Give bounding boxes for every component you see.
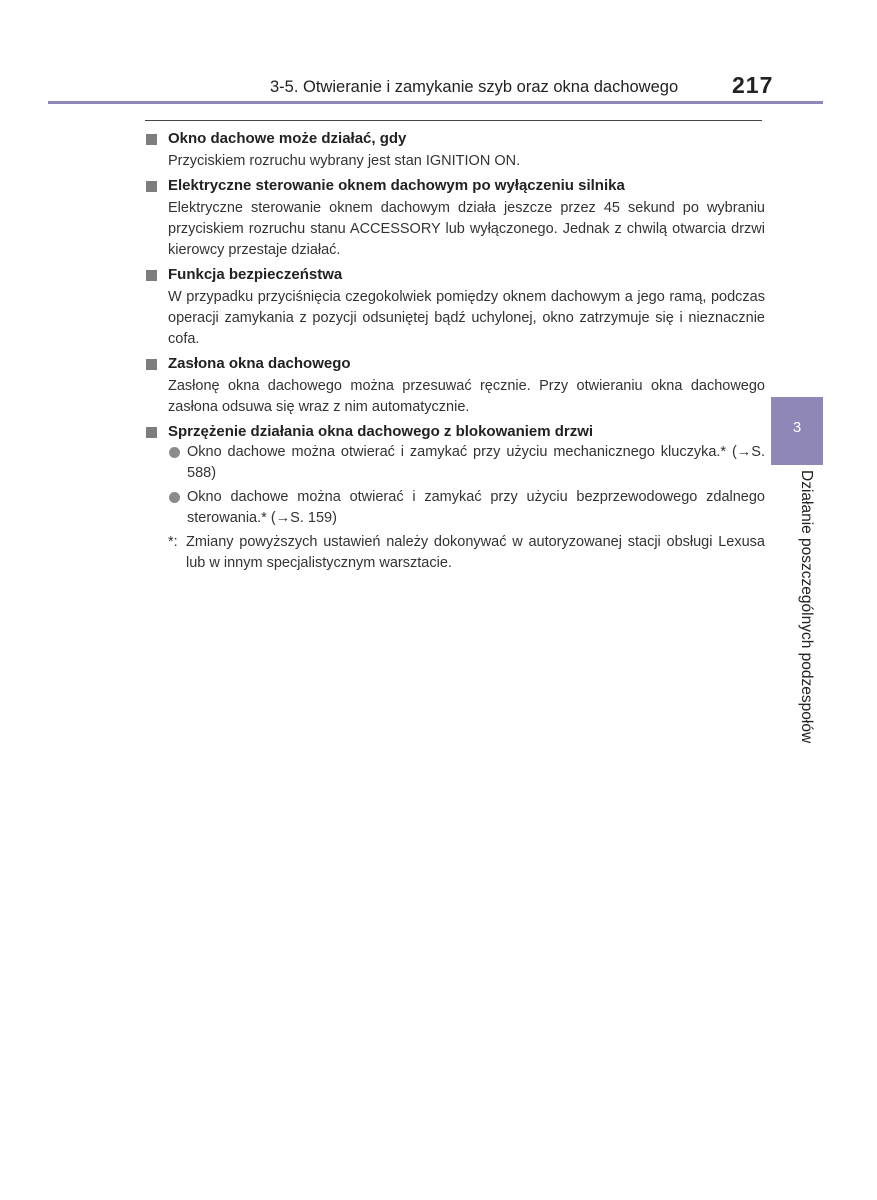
square-bullet-icon <box>146 270 157 281</box>
section-heading: Funkcja bezpieczeństwa <box>145 264 765 285</box>
square-bullet-icon <box>146 181 157 192</box>
footnote: *: Zmiany powyższych ustawień należy dokonywać w autoryzowanej stacji obsługi Lexusa lub w innym specjalistycznym warsztacie. <box>168 534 765 571</box>
square-bullet-icon <box>146 134 157 145</box>
chapter-title: Działanie poszczególnych podzespołów <box>798 470 815 744</box>
round-bullet-icon <box>169 492 180 503</box>
chapter-tab <box>771 397 823 465</box>
section-text: Zasłonę okna dachowego można przesuwać ręcznie. Przy otwieraniu okna dachowego zasłona odsuwa się wraz z nim automatycznie. <box>168 378 765 415</box>
section-text: Przyciskiem rozruchu wybrany jest stan IGNITION ON. <box>168 153 521 169</box>
list-item: Okno dachowe można otwierać i zamykać przy użyciu mechanicznego kluczyka.* (→S. 588) <box>168 442 765 484</box>
section-safety-function <box>145 264 765 350</box>
chapter-number: 3 <box>792 419 802 436</box>
section-door-lock-link <box>145 421 765 574</box>
section-heading: Zasłona okna dachowego <box>145 353 765 374</box>
section-heading: Okno dachowe może działać, gdy <box>145 128 765 149</box>
section-text: W przypadku przyciśnięcia czegokolwiek pomiędzy oknem dachowym a jego ramą, podczas operacji zamykania z pozycji odsuniętej bądź uchylonej, okno zatrzymuje się i nieznacznie cofa. <box>168 289 765 347</box>
footnote-mark: *: <box>168 534 178 550</box>
header-divider <box>48 101 823 104</box>
content-divider <box>145 120 762 121</box>
page-number: 217 <box>732 72 774 98</box>
list-item: Okno dachowe można otwierać i zamykać przy użyciu bezprzewodowego zdalnego sterowania.* (→S. 159) <box>168 487 765 529</box>
square-bullet-icon <box>146 427 157 438</box>
page-content <box>145 128 765 574</box>
round-bullet-icon <box>169 447 180 458</box>
section-heading: Elektryczne sterowanie oknem dachowym po wyłączeniu silnika <box>145 175 765 196</box>
section-title: 3-5. Otwieranie i zamykanie szyb oraz okna dachowego <box>270 78 679 96</box>
section-after-engine-off <box>145 175 765 261</box>
section-text: Elektryczne sterowanie oknem dachowym działa jeszcze przez 45 sekund po wybraniu przyciskiem rozruchu stanu ACCESSORY lub wyłączonego. Jednak z chwilą otwarcia drzwi kierowcy przestaje działać. <box>168 200 765 258</box>
square-bullet-icon <box>146 359 157 370</box>
section-sunshade <box>145 353 765 418</box>
section-operating-conditions <box>145 128 765 172</box>
section-heading: Sprzężenie działania okna dachowego z blokowaniem drzwi <box>145 421 765 442</box>
